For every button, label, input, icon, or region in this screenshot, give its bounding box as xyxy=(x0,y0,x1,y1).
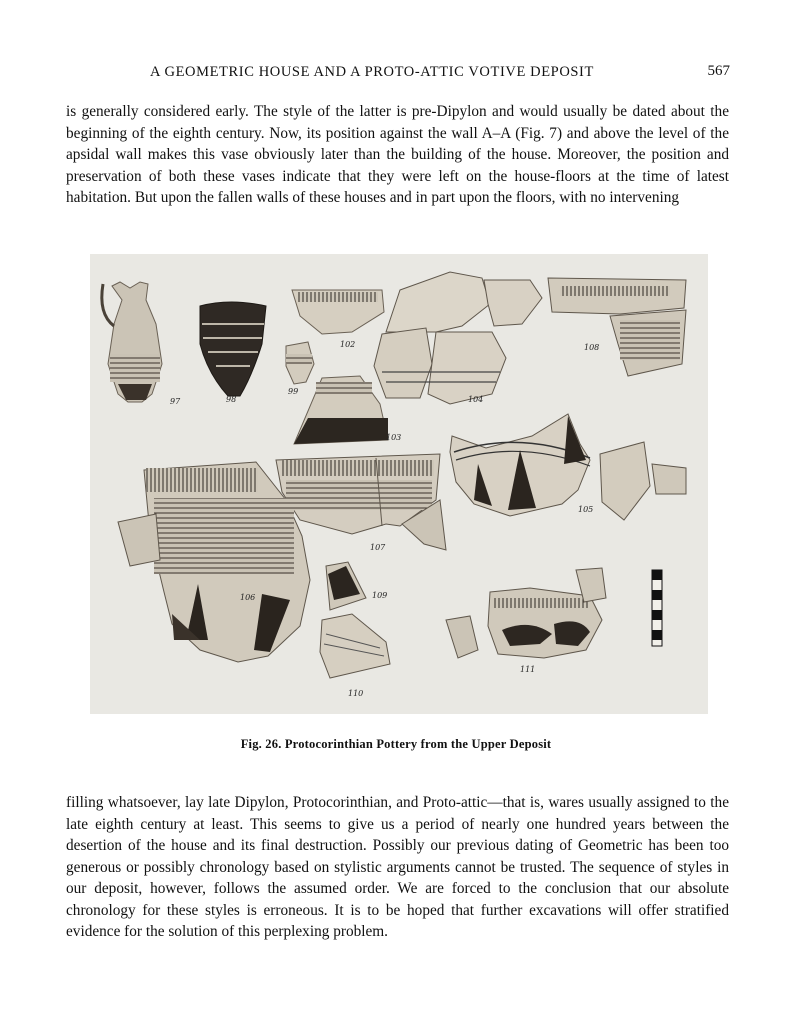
pottery-photograph xyxy=(90,254,708,714)
label-97: 97 xyxy=(170,397,181,406)
cup-106 xyxy=(118,462,310,662)
sherd-102 xyxy=(292,290,384,334)
label-111: 111 xyxy=(520,665,536,674)
page-number: 567 xyxy=(707,63,730,79)
page-header xyxy=(66,64,730,86)
label-98: 98 xyxy=(226,395,237,404)
sherd-109 xyxy=(326,562,366,610)
sherd-111 xyxy=(446,568,606,658)
label-110: 110 xyxy=(348,689,364,698)
paragraph-top: is generally considered early. The style of the latter is pre-Dipylon and would usually be dated about the beginning of the eighth century. Now, its position against the wall A–A (Fig. 7) and above the level of the apsidal wall makes this vase obviously later than the building of the house. Moreover, the position and preservation of both these vases indicate that they were left on the house-floors at the time of latest habitation. But upon the fallen walls of these houses and in part upon the floors, with no intervening xyxy=(66,103,729,206)
label-103: 103 xyxy=(386,433,402,442)
bowl-104 xyxy=(374,272,542,404)
sherd-110 xyxy=(320,614,390,678)
running-title: A GEOMETRIC HOUSE AND A PROTO-ATTIC VOTIVE DEPOSIT xyxy=(150,64,594,80)
label-102: 102 xyxy=(340,340,356,349)
label-99: 99 xyxy=(288,387,299,396)
label-108: 108 xyxy=(584,343,600,352)
label-105: 105 xyxy=(578,505,594,514)
figure-caption: Fig. 26. Protocorinthian Pottery from the Upper Deposit xyxy=(240,737,552,751)
kotyle-105 xyxy=(450,414,686,520)
label-109: 109 xyxy=(372,591,388,600)
vase-97 xyxy=(102,282,162,402)
label-106: 106 xyxy=(240,593,256,602)
vase-98 xyxy=(200,302,266,396)
sherd-103 xyxy=(294,376,388,444)
rim-108 xyxy=(548,278,686,376)
label-107: 107 xyxy=(370,543,386,552)
paragraph-bottom: filling whatsoever, lay late Dipylon, Protocorinthian, and Proto-attic—that is, wares usually assigned to the late eighth century at least. This seems to give us a period of nearly one hundred years between the desertion of the house and its final destruction. Possibly our previous dating of Geometric has been too generous or possibly chronology based on stylistic arguments cannot be trusted. The sequence of styles in our deposit, however, follows the assumed order. We are forced to the conclusion that our absolute chronology for these styles is erroneous. It is to be hoped that further excavations will offer stratified evidence for the solution of this perplexing problem. xyxy=(66,794,729,940)
scale-bar xyxy=(652,570,662,646)
vase-99 xyxy=(286,342,314,384)
label-104: 104 xyxy=(468,395,484,404)
